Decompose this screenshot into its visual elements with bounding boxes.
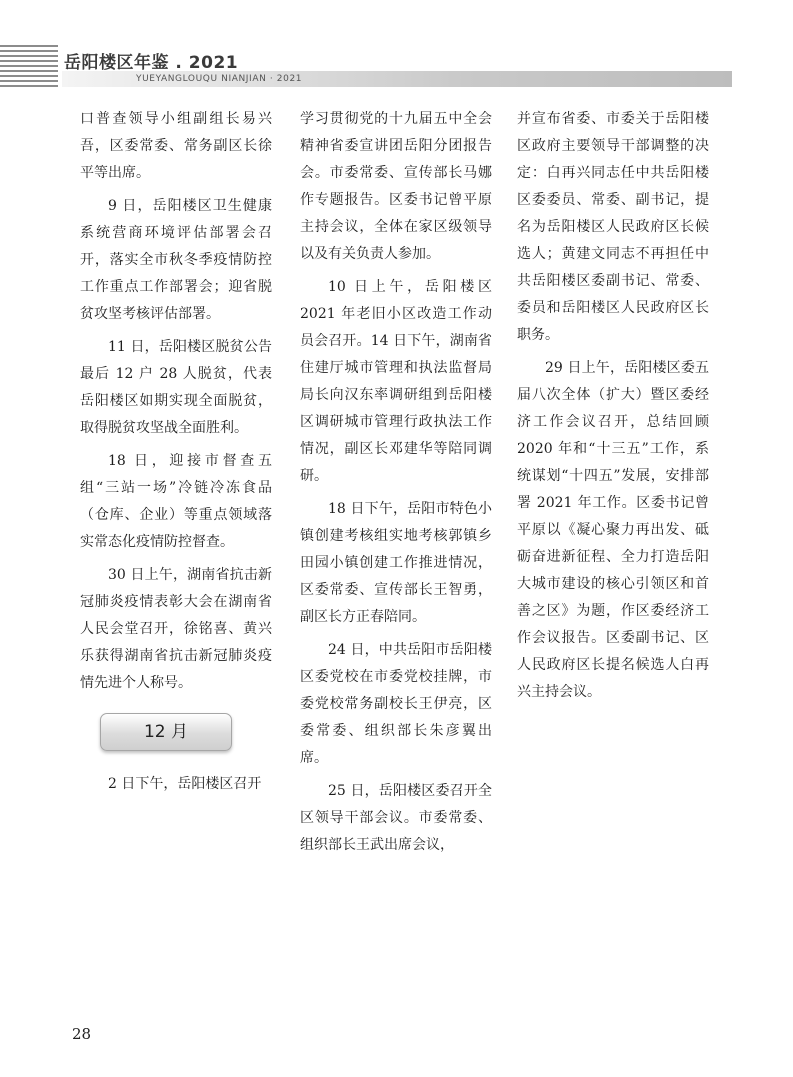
paragraph: 学习贯彻党的十九届五中全会精神省委宣讲团岳阳分团报告会。市委常委、宣传部长马娜作专题报告。区委书记曾平原主持会议，全体在家区级领导以及有关负责人参加。 bbox=[300, 111, 492, 262]
paragraph: 9 日，岳阳楼区卫生健康系统营商环境评估部署会召开，落实全市秋冬季疫情防控工作重点工作部署会；迎省脱贫攻坚考核评估部署。 bbox=[80, 198, 272, 322]
paragraph: 25 日，岳阳楼区委召开全区领导干部会议。市委常委、组织部长王武出席会议， bbox=[300, 783, 492, 853]
paragraph: 口普查领导小组副组长易兴吾，区委常委、常务副区长徐平等出席。 bbox=[80, 111, 272, 181]
header-title: 岳阳楼区年鉴 . 2021 bbox=[64, 53, 239, 73]
text-column-2 bbox=[300, 106, 492, 865]
header-decoration-lines bbox=[0, 45, 58, 91]
paragraph: 30 日上午，湖南省抗击新冠肺炎疫情表彰大会在湖南省人民会堂召开，徐铭喜、黄兴乐获得湖南省抗击新冠肺炎疫情先进个人称号。 bbox=[80, 567, 272, 691]
paragraph: 29 日上午，岳阳楼区委五届八次全体（扩大）暨区委经济工作会议召开，总结回顾 2020 年和“十三五”工作，系统谋划“十四五”发展，安排部署 2021 年工作。区委书记曾平原以《凝心聚力再出发、砥砺奋进新征程、全力打造岳阳大城市建设的核心引领区和首善之区》为题，作区委经济工作会议报告。区委副书记、区人民政府区长提名候选人白再兴主持会议。 bbox=[517, 360, 709, 700]
paragraph: 并宣布省委、市委关于岳阳楼区政府主要领导干部调整的决定：白再兴同志任中共岳阳楼区委委员、常委、副书记，提名为岳阳楼区人民政府区长候选人；黄建文同志不再担任中共岳阳楼区委副书记、常委、委员和岳阳楼区人民政府区长职务。 bbox=[517, 111, 709, 343]
text-column-1 bbox=[80, 106, 272, 804]
paragraph: 2 日下午，岳阳楼区召开 bbox=[108, 776, 262, 792]
paragraph: 18 日下午，岳阳市特色小镇创建考核组实地考核郭镇乡田园小镇创建工作推进情况，区委常委、宣传部长王智勇，副区长方正春陪同。 bbox=[300, 501, 492, 625]
page-number: 28 bbox=[72, 1025, 92, 1043]
paragraph: 24 日，中共岳阳市岳阳楼区委党校在市委党校挂牌，市委党校常务副校长王伊亮，区委常委、组织部长朱彦翼出席。 bbox=[300, 642, 492, 766]
paragraph: 10 日上午，岳阳楼区 2021 年老旧小区改造工作动员会召开。14 日下午，湖南省住建厅城市管理和执法监督局局长向汉东率调研组到岳阳楼区调研城市管理行政执法工作情况，副区长邓建华等陪同调研。 bbox=[300, 279, 492, 484]
text-column-3 bbox=[517, 106, 709, 712]
paragraph: 11 日，岳阳楼区脱贫公告最后 12 户 28 人脱贫，代表岳阳楼区如期实现全面脱贫，取得脱贫攻坚战全面胜利。 bbox=[80, 339, 272, 436]
paragraph: 18 日，迎接市督查五组“三站一场”冷链冷冻食品（仓库、企业）等重点领域落实常态化疫情防控督查。 bbox=[80, 453, 272, 550]
header-subtitle: YUEYANGLOUQU NIANJIAN · 2021 bbox=[136, 74, 303, 84]
month-heading: 12 月 bbox=[100, 713, 232, 751]
